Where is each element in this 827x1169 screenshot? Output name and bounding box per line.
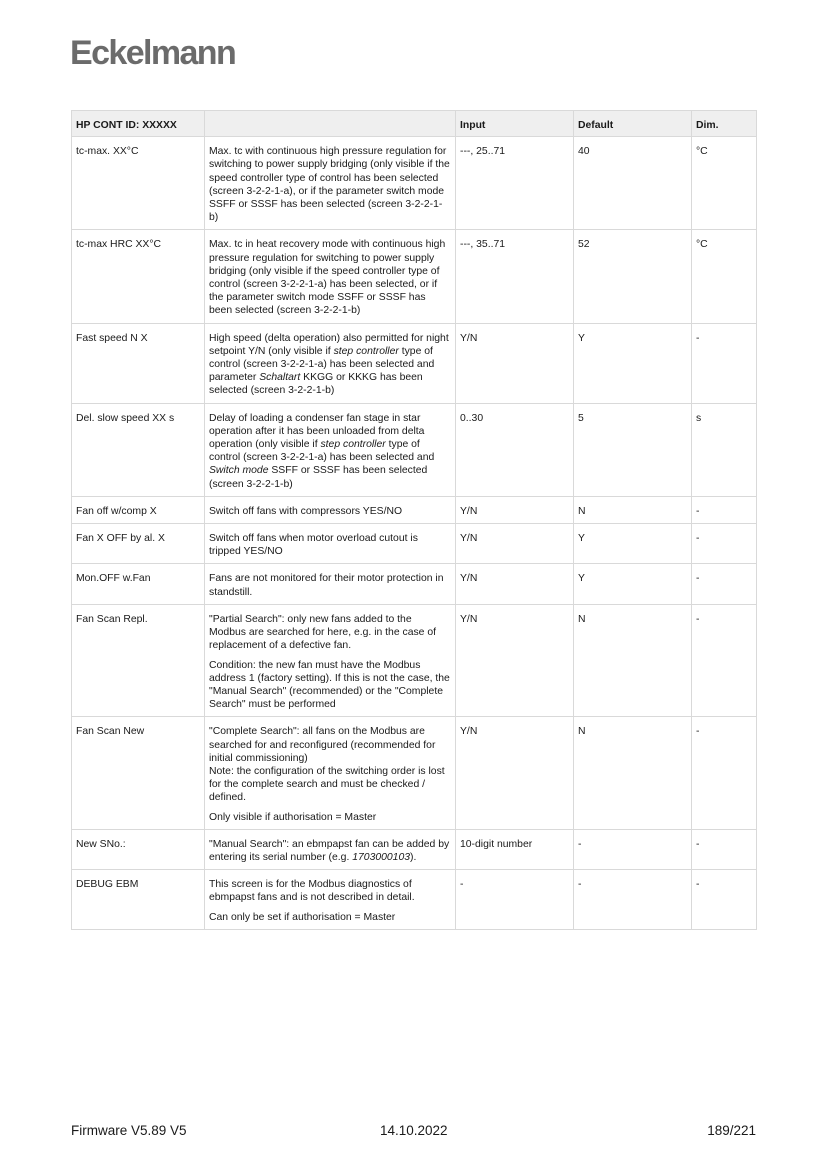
- param-name: tc-max. XX°C: [72, 137, 205, 230]
- table-body: [72, 137, 757, 930]
- param-default: 52: [574, 230, 692, 323]
- param-default: 5: [574, 403, 692, 496]
- param-input: ---, 25..71: [456, 137, 574, 230]
- table-row: [72, 604, 757, 716]
- param-dim: °C: [692, 230, 757, 323]
- param-description: [205, 564, 456, 604]
- description-paragraph: "Complete Search": all fans on the Modbus are searched for and reconfigured (recommended for initial commissioning) Note: the configuration of the switching order is lost for the complete search and must be checked / defined.: [209, 726, 445, 804]
- param-dim: -: [692, 496, 757, 523]
- param-input: -: [456, 870, 574, 930]
- param-name: DEBUG EBM: [72, 870, 205, 930]
- description-paragraph: "Manual Search": an ebmpapst fan can be added by entering its serial number (e.g. 1703000103).: [209, 838, 450, 863]
- footer-firmware: Firmware V5.89 V5: [71, 1123, 187, 1138]
- table-row: [72, 137, 757, 230]
- param-default: 40: [574, 137, 692, 230]
- param-dim: -: [692, 564, 757, 604]
- param-default: -: [574, 870, 692, 930]
- param-input: 0..30: [456, 403, 574, 496]
- param-default: Y: [574, 564, 692, 604]
- param-name: Fan Scan New: [72, 717, 205, 829]
- footer-page-number: 189/221: [707, 1123, 756, 1138]
- param-input: Y/N: [456, 524, 574, 564]
- param-name: tc-max HRC XX°C: [72, 230, 205, 323]
- description-paragraph: Max. tc in heat recovery mode with continuous high pressure regulation for switching to power supply bridging (only visible if the speed controller type of control (screen 3-2-2-1-a) has been selected, or if the parameter switch mode SSFF or SSSF has been selected (screen 3-2-2-1-b): [209, 239, 446, 317]
- param-dim: °C: [692, 137, 757, 230]
- param-name: New SNo.:: [72, 829, 205, 869]
- table-row: [72, 717, 757, 829]
- table-header-row: [72, 111, 757, 137]
- param-dim: -: [692, 524, 757, 564]
- eckelmann-logo: Eckelmann: [70, 34, 236, 72]
- param-input: ---, 35..71: [456, 230, 574, 323]
- param-default: Y: [574, 323, 692, 403]
- param-name: Fan Scan Repl.: [72, 604, 205, 716]
- param-dim: -: [692, 604, 757, 716]
- description-paragraph: High speed (delta operation) also permitted for night setpoint Y/N (only visible if step controller type of control (screen 3-2-2-1-a) has been selected and parameter Schaltart KKGG or KKKG has been selected (screen 3-2-2-1-b): [209, 332, 449, 397]
- param-input: Y/N: [456, 717, 574, 829]
- table-row: [72, 564, 757, 604]
- param-description: [205, 496, 456, 523]
- description-paragraph: Condition: the new fan must have the Modbus address 1 (factory setting). If this is not the case, the "Manual Search" (recommended) or the "Complete Search" must be performed: [209, 659, 450, 711]
- param-name: Del. slow speed XX s: [72, 403, 205, 496]
- param-description: [205, 323, 456, 403]
- param-description: [205, 403, 456, 496]
- param-dim: s: [692, 403, 757, 496]
- param-description: [205, 137, 456, 230]
- param-default: N: [574, 496, 692, 523]
- param-input: Y/N: [456, 564, 574, 604]
- param-dim: -: [692, 717, 757, 829]
- param-default: Y: [574, 524, 692, 564]
- param-default: N: [574, 717, 692, 829]
- param-name: Fast speed N X: [72, 323, 205, 403]
- param-dim: -: [692, 323, 757, 403]
- description-paragraph: Switch off fans with compressors YES/NO: [209, 505, 403, 517]
- table-row: [72, 829, 757, 869]
- param-description: [205, 717, 456, 829]
- param-input: Y/N: [456, 323, 574, 403]
- param-input: Y/N: [456, 604, 574, 716]
- description-paragraph: Can only be set if authorisation = Master: [209, 911, 396, 923]
- table-row: [72, 496, 757, 523]
- table-row: [72, 230, 757, 323]
- param-input: 10-digit number: [456, 829, 574, 869]
- table-row: [72, 403, 757, 496]
- param-default: N: [574, 604, 692, 716]
- description-paragraph: This screen is for the Modbus diagnostics of ebmpapst fans and is not described in detail.: [209, 879, 415, 904]
- description-paragraph: Switch off fans when motor overload cutout is tripped YES/NO: [209, 533, 418, 558]
- footer-date: 14.10.2022: [380, 1123, 448, 1138]
- description-paragraph: Fans are not monitored for their motor protection in standstill.: [209, 573, 444, 598]
- table-row: [72, 870, 757, 930]
- param-description: [205, 870, 456, 930]
- param-description: [205, 230, 456, 323]
- param-input: Y/N: [456, 496, 574, 523]
- param-description: [205, 604, 456, 716]
- header-default: Default: [574, 111, 692, 137]
- table-row: [72, 323, 757, 403]
- description-paragraph: Max. tc with continuous high pressure regulation for switching to power supply bridging (only visible if the speed controller type of control has been selected (screen 3-2-2-1-a), or if the parameter switch mode SSFF or SSSF has been selected (screen 3-2-2-1-b): [209, 146, 450, 224]
- param-dim: -: [692, 829, 757, 869]
- param-dim: -: [692, 870, 757, 930]
- param-name: Mon.OFF w.Fan: [72, 564, 205, 604]
- table-row: [72, 524, 757, 564]
- header-input: Input: [456, 111, 574, 137]
- header-description: [205, 111, 456, 137]
- description-paragraph: Delay of loading a condenser fan stage in star operation after it has been unloaded from delta operation (only visible if step controller type of control (screen 3-2-2-1-a) has been selected and Switch mode SSFF or SSSF has been selected (screen 3-2-2-1-b): [209, 412, 435, 490]
- header-id: HP CONT ID: XXXXX: [72, 111, 205, 137]
- header-dim: Dim.: [692, 111, 757, 137]
- description-paragraph: Only visible if authorisation = Master: [209, 811, 377, 823]
- description-paragraph: "Partial Search": only new fans added to the Modbus are searched for here, e.g. in the case of replacement of a defective fan.: [209, 613, 436, 652]
- param-description: [205, 829, 456, 869]
- param-name: Fan X OFF by al. X: [72, 524, 205, 564]
- parameter-table: [71, 110, 757, 930]
- param-name: Fan off w/comp X: [72, 496, 205, 523]
- param-description: [205, 524, 456, 564]
- param-default: -: [574, 829, 692, 869]
